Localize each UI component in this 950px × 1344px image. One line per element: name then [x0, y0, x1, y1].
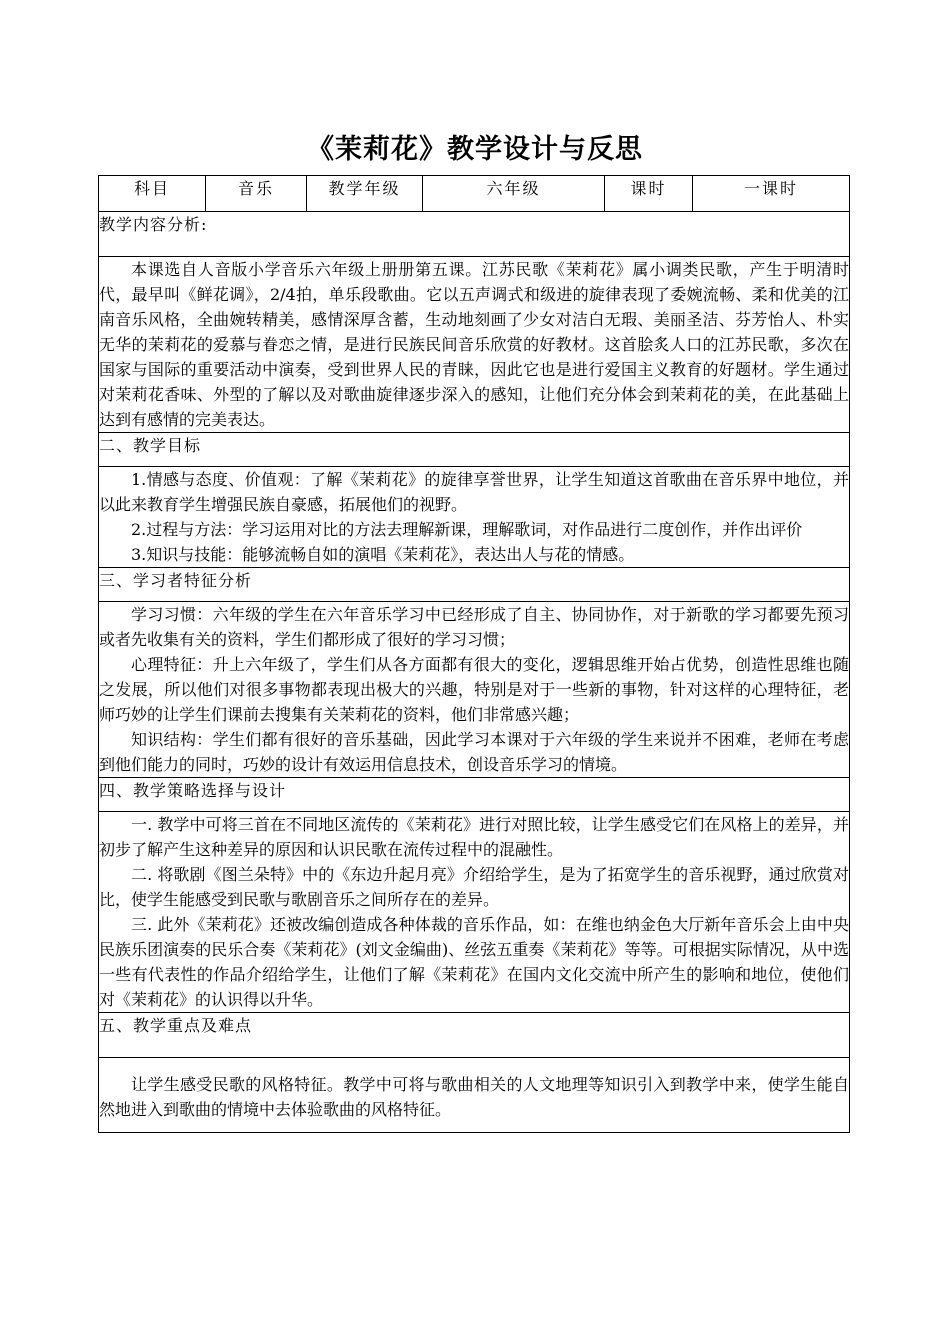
section-body-row: [99, 257, 850, 433]
header-row: [99, 176, 850, 212]
section-heading-row: [99, 1013, 850, 1058]
period-value: 一课时: [693, 176, 850, 212]
section-body-strategy: [99, 812, 850, 1013]
paragraph: 3.知识与技能：能够流畅自如的演唱《茉莉花》，表达出人与花的情感。: [131, 545, 635, 564]
section-body-row: [99, 467, 850, 568]
section-body-row: [99, 812, 850, 1013]
lesson-plan-table: [98, 175, 850, 1133]
subject-value: 音乐: [206, 176, 307, 212]
paragraph: 2.过程与方法：学习运用对比的方法去理解新课，理解歌词，对作品进行二度创作，并作出评价: [131, 520, 803, 539]
paragraph: 本课选自人音版小学音乐六年级上册册第五课。江苏民歌《茉莉花》属小调类民歌，产生于明清时代，最早叫《鲜花调》，2/4拍，单乐段歌曲。它以五声调式和级进的旋律表现了委婉流畅、柔和优美的江南音乐风格，全曲婉转精美，感情深厚含蓄，生动地刻画了少女对洁白无瑕、美丽圣洁、芬芳怡人、朴实无华的茉莉花的爱慕与眷恋之情，是进行民族民间音乐欣赏的好教材。这首脍炙人口的江苏民歌，多次在国家与国际的重要活动中演奏，受到世界人民的青睐，因此它也是进行爱国主义教育的好题材。学生通过对茉莉花香味、外型的了解以及对歌曲旋律逐步深入的感知，让他们充分体会到茉莉花的美，在此基础上达到有感情的完美表达。: [99, 260, 849, 429]
section-heading-learner-analysis: 三、学习者特征分析: [99, 568, 850, 602]
paragraph: 心理特征：升上六年级了，学生们从各方面都有很大的变化，逻辑思维开始占优势，创造性思维也随之发展，所以他们对很多事物都表现出极大的兴趣，特别是对于一些新的事物，针对这样的心理特征，老师巧妙的让学生们课前去搜集有关茉莉花的资料，他们非常感兴趣；: [99, 655, 849, 724]
section-body-objectives: [99, 467, 850, 568]
section-heading-row: [99, 433, 850, 467]
paragraph: 一. 教学中可将三首在不同地区流传的《茉莉花》进行对照比较，让学生感受它们在风格上的差异，并初步了解产生这种差异的原因和认识民歌在流传过程中的混融性。: [99, 815, 849, 859]
section-body-row: [99, 602, 850, 778]
paragraph: 二. 将歌剧《图兰朵特》中的《东边升起月亮》介绍给学生，是为了拓宽学生的音乐视野，通过欣赏对比，使学生能感受到民歌与歌剧音乐之间所存在的差异。: [99, 865, 849, 909]
section-body-learner-analysis: [99, 602, 850, 778]
section-body-row: [99, 1058, 850, 1133]
paragraph: 1.情感与态度、价值观：了解《茉莉花》的旋律享誉世界，让学生知道这首歌曲在音乐界中地位，并以此来教育学生增强民族自豪感，拓展他们的视野。: [99, 470, 849, 514]
paragraph: 知识结构：学生们都有很好的音乐基础，因此学习本课对于六年级的学生来说并不困难，老师在考虑到他们能力的同时，巧妙的设计有效运用信息技术，创设音乐学习的情境。: [99, 730, 849, 774]
section-heading-objectives: 二、教学目标: [99, 433, 850, 467]
period-label: 课时: [605, 176, 693, 212]
section-heading-row: [99, 212, 850, 257]
section-body-key-points: [99, 1058, 850, 1133]
section-heading-content-analysis: 教学内容分析:: [99, 212, 850, 257]
section-heading-strategy: 四、教学策略选择与设计: [99, 778, 850, 812]
section-heading-key-points: 五、教学重点及难点: [99, 1013, 850, 1058]
paragraph: 三. 此外《茉莉花》还被改编创造成各种体裁的音乐作品，如：在维也纳金色大厅新年音乐会上由中央民族乐团演奏的民乐合奏《茉莉花》(刘文金编曲)、丝弦五重奏《茉莉花》等等。可根据实际情况，从中选一些有代表性的作品介绍给学生，让他们了解《茉莉花》在国内文化交流中所产生的影响和地位，使他们对《茉莉花》的认识得以升华。: [99, 915, 849, 1009]
subject-label: 科目: [99, 176, 206, 212]
paragraph: 让学生感受民歌的风格特征。教学中可将与歌曲相关的人文地理等知识引入到教学中来，使学生能自然地进入到歌曲的情境中去体验歌曲的风格特征。: [99, 1075, 849, 1119]
paragraph: 学习习惯：六年级的学生在六年音乐学习中已经形成了自主、协同协作，对于新歌的学习都要先预习或者先收集有关的资料，学生们都形成了很好的学习习惯；: [99, 605, 849, 649]
page-title: 《茉莉花》教学设计与反思: [307, 134, 643, 165]
grade-label: 教学年级: [307, 176, 423, 212]
section-heading-row: [99, 568, 850, 602]
section-heading-row: [99, 778, 850, 812]
grade-value: 六年级: [423, 176, 605, 212]
section-body-content-analysis: [99, 257, 850, 433]
